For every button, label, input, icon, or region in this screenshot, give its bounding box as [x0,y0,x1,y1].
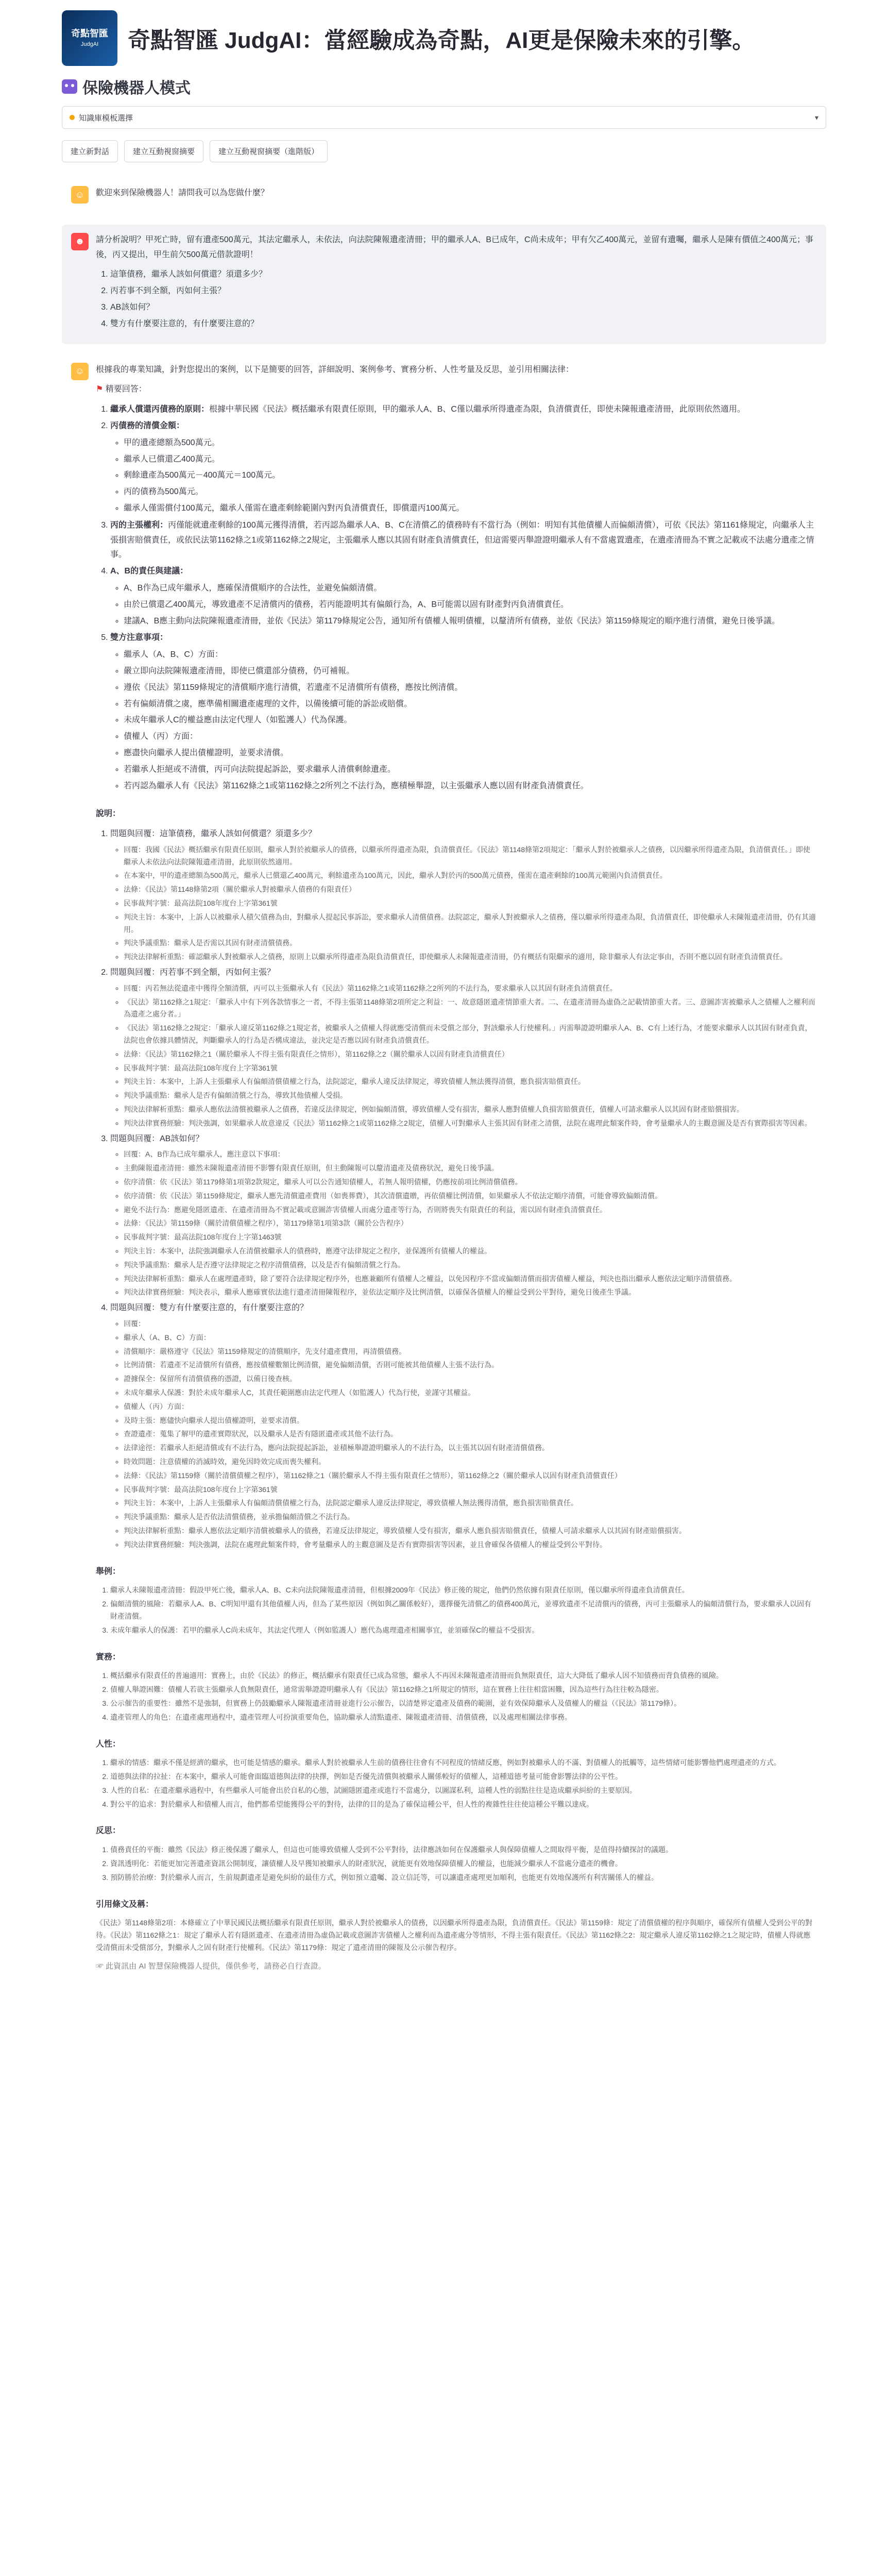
section-title: 實務： [96,1652,121,1662]
answer-point-title: 丙的主張權利： [110,520,168,530]
list-item: ◦ 主動陳報遺產清冊：雖然未陳報遺產清冊不影響有限責任原則，但主動陳報可以釐清遺產及債務狀況，避免日後爭議。 [124,1162,817,1175]
block-question: 問題與回覆：雙方有什麼要注意的，有什麼要注意的？ [110,1303,309,1313]
list-item: 3. AB該如何？ [110,300,817,315]
list-item: ◦ 依序清償：依《民法》第1179條第1項第2款規定，繼承人可以公告通知債權人，若無人報明債權，仍應按前項比例清償債務。 [124,1176,817,1189]
list-item: 2. 道德與法律的拉扯：在本案中，繼承人可能會面臨道德與法律的抉擇，例如是否優先清償與被繼承人關係較好的債權人，這種道德考量可能會影響法律的公平性。 [110,1771,817,1783]
answer-sections [96,807,817,1884]
list-item: ◦ 建議A、B應主動向法院陳報遺產清冊，並依《民法》第1179條規定公告，通知所有債權人報明債權，以釐清所有債務，並依《民法》第1159條規定的順序進行清償，避免日後爭議。 [124,614,817,629]
block-items [110,982,817,1130]
answer-point [110,564,817,629]
list-item: ◦ 判決爭議重點：繼承人是否遵守法律規定之程序清償債務，以及是否有偏頗清償之行為。 [124,1259,817,1272]
section-items [96,1757,817,1810]
user-questions [96,267,817,331]
list-item: 4. 遺產管理人的角色：在遺產處理過程中，遺產管理人可扮演重要角色，協助繼承人清點遺產、陳報遺產清冊、清償債務，以及處理相關法律事務。 [110,1711,817,1724]
section-blocks [96,827,817,1551]
citations-text: 《民法》第1148條第2項：本條確立了中華民國民法概括繼承有限責任原則，繼承人對於被繼承人的債務，以因繼承所得遺產為限，負清償責任。《民法》第1159條：規定了清償債權的程序與順序，確保所有債權人受到公平的對待。《民法》第1162條之1：規定了繼承人若有隱匿遺產、在遺產清冊為虛偽記載或意圖詐害債權人之權利而為遺產處分等情形，不得主張有限責任。《民法》第1162條之2：規定繼承人違反第1162條之1之規定時，債權人得就應受清償而未受償部分，對繼承人之固有財產行使權利。《民法》第1179條：規定了遺產清冊的陳報及公示催告程序。 [96,1919,812,1952]
answer-section [96,1737,817,1811]
list-item: 3. 人性的自私：在遺產繼承過程中，有些繼承人可能會出於自私的心態，試圖隱匿遺產或進行不當處分，以圖謀私利，這種人性的弱點往往是造成繼承糾紛的主要原因。 [110,1785,817,1797]
answer-point [110,419,817,516]
section-title: 人性： [96,1739,121,1749]
list-item: ◦ 判決法律解析重點：繼承人應依法清償被繼承人之債務，若違反法律規定，例如偏頗清償，導致債權人受有損害，繼承人應對債權人負損害賠償責任，債權人可請求繼承人以其固有財產賠償損害。 [124,1104,817,1116]
list-item: 4. 對公平的追求：對於繼承人和債權人而言，他們都希望能獲得公平的對待，法律的目的是為了確保這種公平，但人性的複雜性往往使這種公平難以達成。 [110,1799,817,1811]
block-items [110,1148,817,1299]
section-title: 反思： [96,1826,121,1836]
list-item: ◦ 繼承人已償還乙400萬元。 [124,452,817,467]
section-items [96,1844,817,1884]
flag-icon: ⚑ [96,385,104,394]
user-avatar-icon: ☻ [71,233,89,250]
list-item: ◦ 民事裁判字號：最高法院108年度台上字第361號 [124,897,817,910]
answer-section [96,1565,817,1637]
list-item: ◦ 法律途徑：若繼承人拒絕清償或有不法行為，應向法院提起訴訟，並積極舉證證明繼承人的不法行為，以主張其以固有財產清償債務。 [124,1442,817,1454]
list-item: ◦ 查證遺產：蒐集了解甲的遺產實際狀況，以及繼承人是否有隱匿遺產或其他不法行為。 [124,1428,817,1440]
section-block [110,827,817,963]
list-item: ◦ 證據保全：保留所有清償債務的憑證，以備日後查核。 [124,1373,817,1385]
list-item: 1. 債務責任的平衡：雖然《民法》修正後保護了繼承人，但這也可能導致債權人受到不公平對待，法律應該如何在保護繼承人與保障債權人之間取得平衡，是值得持續探討的議題。 [110,1844,817,1856]
list-item: ◦ 丙的債務為500萬元。 [124,485,817,500]
list-item: ◦ 民事裁判字號：最高法院108年度台上字第361號 [124,1484,817,1496]
section-title: 舉例： [96,1567,121,1576]
list-item: 1. 概括繼承有限責任的普遍適用：實務上，由於《民法》的修正，概括繼承有限責任已成為常態，繼承人不再因未陳報遺產清冊而負無限責任，這大大降低了繼承人因不知債務而背負債務的風險。 [110,1670,817,1682]
list-item: ◦ 比例清償：若遺產不足清償所有債務，應按債權數額比例清償，避免偏頗清償，否則可能被其他債權人主張不法行為。 [124,1359,817,1371]
list-item: ◦ 判決法律實務經驗：判決強調，如果繼承人故意違反《民法》第1162條之1或第1162條之2規定，債權人可對繼承人主張其固有財產之清償，法院在處理此類案件時，會考量繼承人的主觀意圖及是否有實際損害等因素。 [124,1117,817,1130]
user-intro: 請分析說明？甲死亡時，留有遺產500萬元，其法定繼承人，未依法，向法院陳報遺產清冊；甲的繼承人A、B已成年，C尚未成年；甲有欠乙400萬元，並留有遺囑，繼承人是陳有價值之400萬元；事後，丙又提出，甲生前欠500萬元借款證明！ [96,235,813,259]
list-item: 4. 雙方有什麼要注意的，有什麼要注意的？ [110,317,817,332]
list-item: ◦ 回覆：丙若無法從遺產中獲得全額清償，丙可以主張繼承人有《民法》第1162條之1或第1162條之2所列的不法行為，要求繼承人以其固有財產負清償責任。 [124,982,817,995]
mode-title: 保險機器人模式 [82,80,191,97]
list-item: 1. 這筆債務，繼承人該如何償還？須還多少？ [110,267,817,282]
answer-point-title: 繼承人償還丙債務的原則： [110,405,210,414]
list-item: ◦ 判決法律解析重點：繼承人在處理遺產時，除了要符合法律規定程序外，也應兼顧所有債權人之權益，以免因程序不當或偏頗清償而損害債權人權益，判決也指出繼承人應依法定順序清償債務。 [124,1273,817,1285]
block-question: 問題與回覆：AB該如何？ [110,1134,204,1143]
list-item: 2. 偏頗清償的風險：若繼承人A、B、C明知甲還有其他債權人丙，但為了某些原因（例如與乙關係較好），選擇優先清償乙的債務400萬元，並導致遺產不足清償丙的債務，丙可主張繼承人的偏頗清償行為，要求繼承人以固有財產清償。 [110,1598,817,1623]
answer-points [96,402,817,793]
block-question: 問題與回覆：這筆債務，繼承人該如何償還？須還多少？ [110,829,317,839]
list-item: ◦ 債權人（丙）方面： [124,1401,817,1413]
list-item: ◦ 未成年繼承人C的權益應由法定代理人（如監護人）代為保護。 [124,713,817,728]
summary-button[interactable]: 建立互動視窗摘要 [124,140,203,162]
block-items [110,844,817,963]
page-title: 奇點智匯 JudgAI：當經驗成為奇點，AI更是保險未來的引擎。 [128,28,755,53]
list-item: ◦ 繼承人僅需償付100萬元，繼承人僅需在遺產剩餘範圍內對丙負清償責任，即償還丙100萬元。 [124,501,817,516]
list-item: ◦ 判決法律解析重點：繼承人應依法定順序清償被繼承人的債務，若違反法律規定，導致債權人受有損害，繼承人應負損害賠償責任，債權人可請求繼承人以其固有財產賠償損害。 [124,1525,817,1537]
mode-header [62,75,826,98]
list-item: 3. 公示催告的重要性：雖然不是強制，但實務上仍鼓勵繼承人陳報遺產清冊並進行公示催告，以清楚界定遺產及債務的範圍，並有效保障繼承人及債權人的權益（《民法》第1179條）。 [110,1698,817,1710]
list-item: ◦ 判決法律實務經驗：判決強調，法院在處理此類案件時，會考量繼承人的主觀意圖及是否有實際損害等因素，並且會確保各債權人的權益受到公平對待。 [124,1539,817,1551]
app-logo [62,10,117,66]
list-item: ◦ 未成年繼承人保護：對於未成年繼承人C，其責任範圍應由法定代理人（如監護人）代為行使，並謹守其權益。 [124,1387,817,1399]
list-item: ◦ 繼承人（A、B、C）方面： [124,1332,817,1344]
list-item: ◦ 民事裁判字號：最高法院108年度台上字第1463號 [124,1231,817,1244]
list-item: ◦ 《民法》第1162條之2規定：「繼承人違反第1162條之1規定者，被繼承人之債權人得就應受清償而未受償之部分，對該繼承人行使權利。」丙需舉證證明繼承人A、B、C有上述行為，才能要求繼承人以其固有財產負責，法院也會依據具體情況，判斷繼承人的行為是否構成違法，並決定是否應以固有財產負清償責任。 [124,1022,817,1047]
list-item: ◦ 回覆：A、B作為已成年繼承人，應注意以下事項： [124,1148,817,1161]
select-value: 知識庫模板選擇 [79,113,133,123]
list-item: ◦ 法條：《民法》第1148條第2項（關於繼承人對被繼承人債務的有限責任） [124,884,817,896]
section-items [96,1584,817,1636]
answer-point-text: 丙僅能就遺產剩餘的100萬元獲得清償，若丙認為繼承人A、B、C在清償乙的債務時有不當行為（例如：明知有其他債權人而偏頗清償），可依《民法》第1161條規定，向繼承人主張損害賠償責任，或依民法第1162條之1或第1162條之2規定，主張繼承人應以其固有財產負清償責任，但這需要丙舉證證明繼承人有不當處置遺產，在遺產清冊為不實之記載或不法處分遺產之情事。 [110,520,814,560]
citations [96,1897,817,1954]
list-item: ◦ 法條：《民法》第1159條（關於清償債權之程序），第1179條第1項第3款（關於公告程序） [124,1217,817,1230]
dot-icon [70,115,75,120]
action-buttons [62,140,826,162]
list-item: ◦ 判決爭議重點：繼承人是否有偏頗清償之行為，導致其他債權人受損。 [124,1090,817,1102]
answer-point-title: 雙方注意事項： [110,633,168,642]
list-item: 1. 繼承人未陳報遺產清冊：假設甲死亡後，繼承人A、B、C未向法院陳報遺產清冊，但根據2009年《民法》修正後的規定，他們仍然依據有限責任原則，僅以繼承所得遺產負清償責任。 [110,1584,817,1597]
citations-label: 引用條文及稱： [96,1900,154,1909]
list-item: ◦ 法條：《民法》第1159條（關於清償債權之程序），第1162條之1（關於繼承人不得主張有限責任之情形），第1162條之2（關於繼承人以固有財產負清償責任） [124,1470,817,1482]
section-block [110,1301,817,1551]
list-item: ◦ A、B作為已成年繼承人，應確保清償順序的合法性，並避免偏頗清償。 [124,581,817,596]
list-item: ◦ 判決主旨：本案中，法院強調繼承人在清償被繼承人的債務時，應遵守法律規定之程序，並保護所有債權人的權益。 [124,1245,817,1258]
answer-message [62,354,826,1987]
section-block [110,965,817,1130]
section-items [96,1670,817,1723]
answer-point-title: A、B的責任與建議： [110,567,189,576]
list-item: ◦ 回覆：我國《民法》概括繼承有限責任原則，繼承人對於被繼承人的債務，以繼承所得遺產為限，負清償責任。《民法》第1148條第2項規定：「繼承人對於被繼承人之債務，以因繼承所得遺產為限，負清償責任。」即使繼承人未依法向法院陳報遺產清冊，此原則依然適用。 [124,844,817,869]
answer-point-text: 根據中華民國《民法》概括繼承有限責任原則，甲的繼承人A、B、C僅以繼承所得遺產為限，負清償責任，即使未陳報遺產清冊，此原則依然適用。 [209,405,745,414]
list-item: ◦ 判決主旨：本案中，上訴人以被繼承人積欠債務為由，對繼承人提起民事訴訟，要求繼承人清償債務。法院認定，繼承人對被繼承人之債務，僅以繼承所得遺產為限，負清償責任，即使繼承人未陳報遺產清冊，仍有其適用。 [124,911,817,936]
answer-point [110,631,817,793]
list-item: ◦ 由於已償還乙400萬元，導致遺產不足清償丙的債務，若丙能證明其有偏頗行為，A、B可能需以固有財產對丙負清償責任。 [124,598,817,613]
list-item: ◦ 法條：《民法》第1162條之1（關於繼承人不得主張有限責任之情形），第1162條之2（關於繼承人以固有財產負清償責任） [124,1048,817,1061]
list-item: ◦ 若丙認為繼承人有《民法》第1162條之1或第1162條之2所列之不法行為，應積極舉證，以主張繼承人應以固有財產負清償責任。 [124,779,817,794]
answer-section [96,1824,817,1884]
block-items [110,1318,817,1551]
list-item: ◦ 避免不法行為：應避免隱匿遺產、在遺產清冊為不實記載或意圖詐害債權人而處分遺產等行為，否則將喪失有限責任的利益，需以固有財產負清償責任。 [124,1204,817,1216]
list-item: ◦ 甲的遺產總額為500萬元。 [124,436,817,451]
assistant-avatar-icon: ☺ [71,363,89,380]
list-item: ◦ 在本案中，甲的遺產總額為500萬元，繼承人已償還乙400萬元，剩餘遺產為100萬元，因此，繼承人對於丙的500萬元債務，僅需在遺產剩餘的100萬元範圍內負清償責任。 [124,870,817,882]
list-item: ◦ 應盡快向繼承人提出債權證明，並要求清償。 [124,746,817,761]
list-item: ◦ 依序清償：依《民法》第1159條規定，繼承人應先清償遺產費用（如喪葬費），其次清償遺贈，再依債權比例清償，如果繼承人不依法定順序清償，可能會導致偏頗清償。 [124,1190,817,1202]
list-item: ◦ 《民法》第1162條之1規定：「繼承人中有下列各款情事之一者，不得主張第1148條第2項所定之利益：一、故意隱匿遺產情節重大者。二、在遺產清冊為虛偽之記載情節重大者。三、意圖詐害被繼承人之債權人之權利而為遺產之處分者。」 [124,996,817,1021]
answer-point [110,402,817,417]
list-item: 2. 債權人舉證困難：債權人若欲主張繼承人負無限責任，通常需舉證證明繼承人有《民法》第1162條之1所規定的情形，這在實務上往往相當困難，因為這些行為往往較為隱密。 [110,1684,817,1696]
chevron-down-icon: ▾ [814,113,818,122]
list-item: ◦ 判決法律實務經驗：判決表示，繼承人應確實依法進行遺產清冊陳報程序，並依法定順序及比例清償，以確保各債權人的權益受到公平對待，避免日後產生爭議。 [124,1286,817,1299]
list-item: ◦ 時效問題：注意債權的消滅時效，避免因時效完成而喪失權利。 [124,1456,817,1468]
new-chat-button[interactable]: 建立新對話 [62,140,118,162]
list-item: 3. 預防勝於治療：對於繼承人而言，生前規劃遺產是避免糾紛的最佳方式，例如預立遺囑、設立信託等，可以讓遺產處理更加順利，也能更有效地保護所有利害關係人的權益。 [110,1872,817,1884]
list-item: 1. 繼承的情感：繼承不僅是經濟的繼承，也可能是情感的繼承。繼承人對於被繼承人生前的債務往往會有不同程度的情緒反應，例如對被繼承人的不滿、對債權人的抵觸等，這些情緒可能影響他們處理遺產的方式。 [110,1757,817,1769]
logo-text: 奇點智匯 [71,28,108,39]
list-item: ◦ 若繼承人拒絕或不清償，丙可向法院提起訴訟，要求繼承人清償剩餘遺產。 [124,762,817,777]
answer-heading: 精要回答： [105,385,147,394]
welcome-text: 歡迎來到保險機器人！請問我可以為您做什麼？ [96,189,269,197]
disclaimer: ☞ 此資訊由 AI 智慧保險機器人提供，僅供參考，請務必自行查證。 [96,1961,326,1971]
knowledge-template-select[interactable] [62,106,826,129]
list-item: ◦ 若有偏頗清償之虞，應準備相關遺產處理的文件，以備後續可能的訴訟或賠償。 [124,697,817,712]
list-item: ◦ 民事裁判字號：最高法院108年度台上字第361號 [124,1062,817,1075]
list-item: ◦ 及時主張：應儘快向繼承人提出債權證明，並要求清償。 [124,1415,817,1427]
list-item: ◦ 判決爭議重點：繼承人是否需以其固有財產清償債務。 [124,937,817,950]
list-item: ◦ 嚴立即向法院陳報遺產清冊，即使已償還部分債務，仍可補報。 [124,664,817,679]
list-item: 2. 丙若事不到全額，丙如何主張？ [110,284,817,299]
list-item: 2. 資訊透明化：若能更加完善遺產資訊公開制度，讓債權人及早獲知被繼承人的財產狀況，就能更有效地保障債權人的權益，也能減少繼承人不當處分遺產的機會。 [110,1858,817,1870]
section-block [110,1132,817,1299]
list-item: ◦ 剩餘遺產為500萬元－400萬元＝100萬元。 [124,468,817,483]
logo-sub: JudgAI [80,41,99,48]
list-item: ◦ 回覆： [124,1318,817,1330]
assistant-avatar-icon: ☺ [71,186,89,204]
robot-icon [62,79,77,94]
list-item: ◦ 判決主旨：本案中，上訴人主張繼承人有偏頗清償債權之行為，法院認定繼承人違反法律規定，導致債權人無法獲得清償，應負損害賠償責任。 [124,1497,817,1510]
list-item: ◦ 清償順序：嚴格遵守《民法》第1159條規定的清償順序，先支付遺產費用，再清償債務。 [124,1346,817,1358]
answer-section [96,1650,817,1724]
answer-point-bullets [110,581,817,629]
block-question: 問題與回覆：丙若事不到全額，丙如何主張？ [110,968,276,977]
answer-point-bullets [110,436,817,516]
list-item: ◦ 債權人（丙）方面： [124,730,817,744]
answer-intro: 根據我的專業知識，針對您提出的案例，以下是簡要的回答，詳細說明、案例參考、實務分析、人性考量及反思，並引用相關法律： [96,365,574,374]
list-item: ◦ 繼承人（A、B、C）方面： [124,648,817,663]
answer-point-title: 丙債務的清償金額： [110,421,185,430]
answer-section [96,807,817,1551]
section-title: 說明： [96,809,121,819]
list-item: ◦ 判決主旨：本案中，上訴人主張繼承人有偏頗清償債權之行為，法院認定，繼承人違反法律規定，導致債權人無法獲得清償，應負損害賠償責任。 [124,1076,817,1088]
list-item: ◦ 遵依《民法》第1159條規定的清償順序進行清償，若遺產不足清償所有債務，應按比例清償。 [124,681,817,696]
advanced-summary-button[interactable]: 建立互動視窗摘要（進階版） [210,140,328,162]
welcome-message [62,178,826,214]
list-item: 3. 未成年繼承人的保護：若甲的繼承人C尚未成年，其法定代理人（例如監護人）應代為處理遺產相關事宜，並須確保C的權益不受損害。 [110,1624,817,1637]
list-item: ◦ 判決爭議重點：繼承人是否依法清償債務，並承擔偏頗清償之不法行為。 [124,1511,817,1523]
hero [62,10,826,66]
user-message [62,225,826,344]
answer-point-bullets [110,648,817,793]
list-item: ◦ 判決法律解析重點：確認繼承人對被繼承人之債務，原則上以繼承所得遺產為限負清償責任，即使繼承人未陳報遺產清冊，仍有概括有限繼承的適用，除非繼承人有法定事由，否則不應以固有財產負清償責任。 [124,951,817,963]
answer-point [110,518,817,563]
